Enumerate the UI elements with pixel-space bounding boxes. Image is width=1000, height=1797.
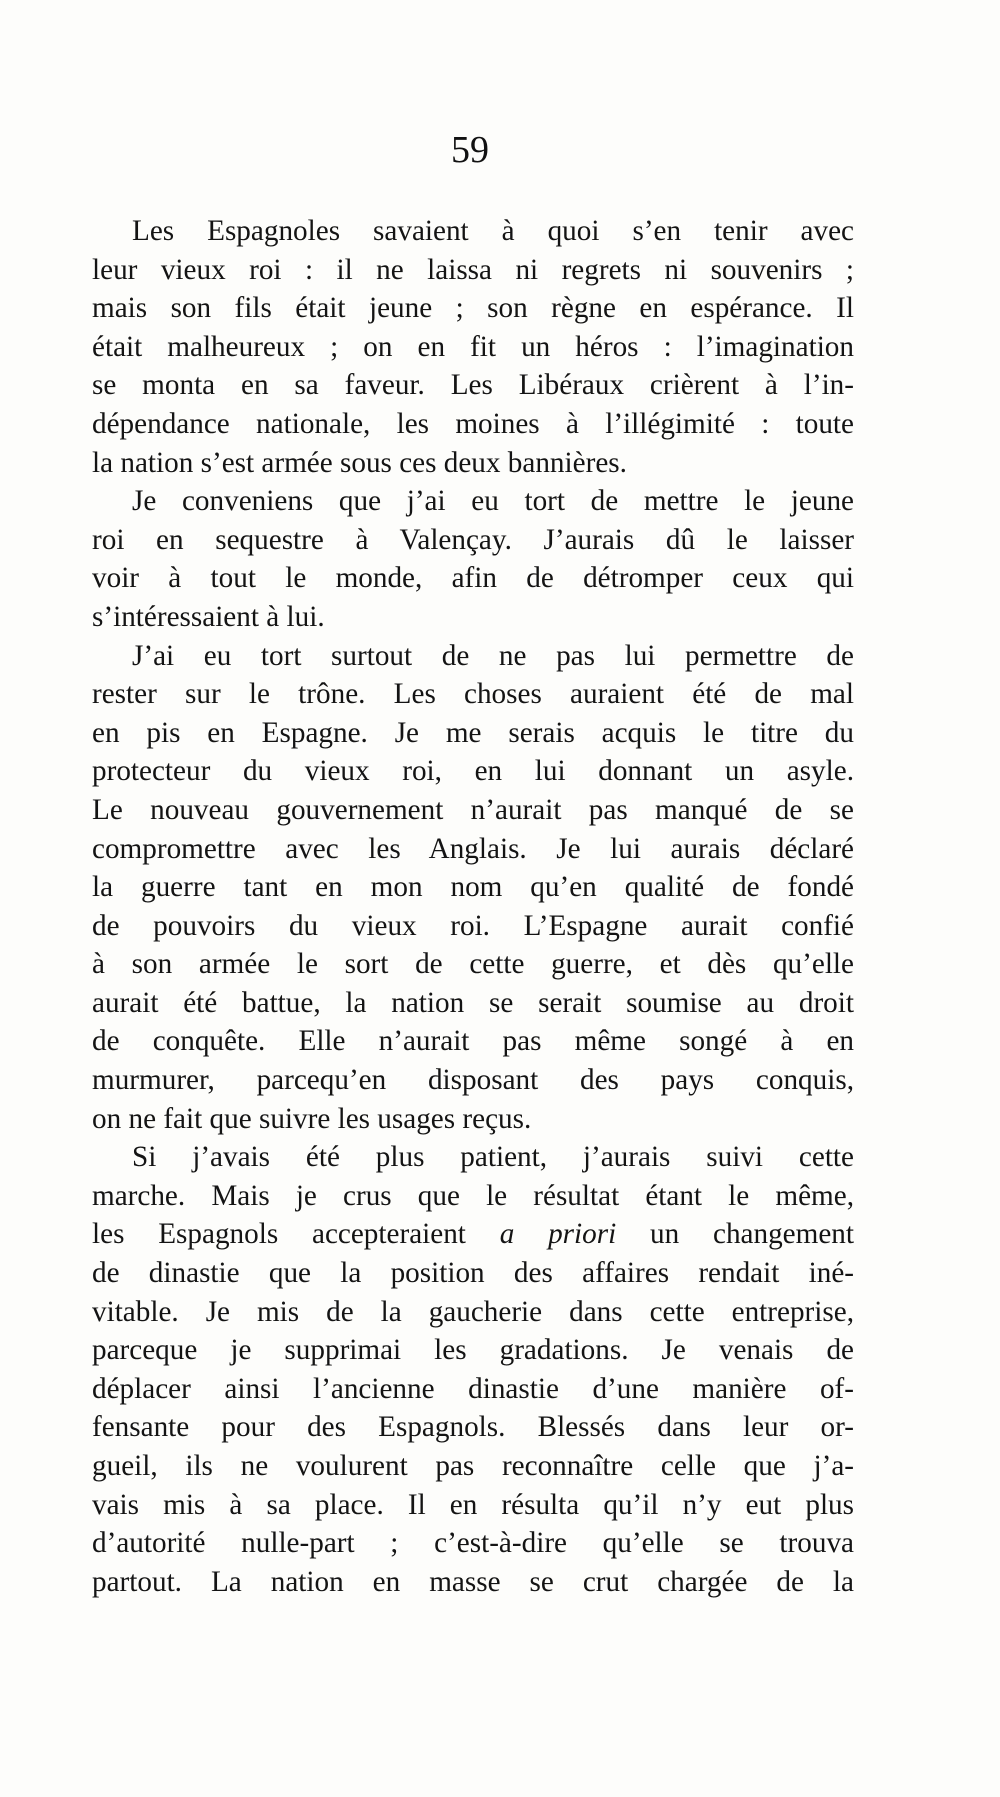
text-line: la nation s’est armée sous ces deux bannières. xyxy=(92,446,627,479)
text-line: aurait été battue, la nation se serait soumise au droit xyxy=(92,986,854,1019)
text-line: de pouvoirs du vieux roi. L’Espagne aurait confié xyxy=(92,909,854,942)
text-line: d’autorité nulle-part ; c’est-à-dire qu’elle se trouva xyxy=(92,1527,854,1560)
text-line: mais son fils était jeune ; son règne en espérance. Il xyxy=(92,292,854,325)
text-line: parceque je supprimai les gradations. Je venais de xyxy=(92,1334,854,1367)
text-line: la guerre tant en mon nom qu’en qualité de fondé xyxy=(92,871,854,904)
text-line: Si j’avais été plus patient, j’aurais suivi cette xyxy=(132,1141,854,1174)
text-line: murmurer, parcequ’en disposant des pays conquis, xyxy=(92,1064,854,1097)
page-number: 59 xyxy=(451,129,489,171)
text-line: déplacer ainsi l’ancienne dinastie d’une manière of- xyxy=(92,1372,854,1405)
text-line: roi en sequestre à Valençay. J’aurais dû le laisser xyxy=(92,523,854,556)
text-line: était malheureux ; on en fit un héros : l’imagination xyxy=(92,330,854,363)
text-line: gueil, ils ne voulurent pas reconnaître celle que j’a- xyxy=(92,1450,854,1482)
text-line: Le nouveau gouvernement n’aurait pas manqué de se xyxy=(92,793,854,826)
body-text xyxy=(92,212,854,1601)
text-line: s’intéressaient à lui. xyxy=(92,600,325,633)
text-line: les Espagnols accepteraient a priori un changement xyxy=(92,1218,854,1251)
text-line: leur vieux roi : il ne laissa ni regrets ni souvenirs ; xyxy=(92,253,854,286)
text-line: voir à tout le monde, afin de détromper ceux qui xyxy=(92,562,854,595)
text-line: vais mis à sa place. Il en résulta qu’il n’y eut plus xyxy=(92,1488,854,1521)
text-line: dépendance nationale, les moines à l’illégimité : toute xyxy=(92,407,854,440)
text-line: rester sur le trône. Les choses auraient été de mal xyxy=(92,678,854,711)
text-line: de dinastie que la position des affaires rendait iné- xyxy=(92,1257,854,1290)
text-line: fensante pour des Espagnols. Blessés dans leur or- xyxy=(92,1411,854,1444)
text-line: Je conveniens que j’ai eu tort de mettre le jeune xyxy=(132,485,854,518)
text-line: se monta en sa faveur. Les Libéraux crièrent à l’in- xyxy=(92,369,854,402)
text-line: Les Espagnoles savaient à quoi s’en tenir avec xyxy=(132,215,854,247)
text-line: marche. Mais je crus que le résultat étant le même, xyxy=(92,1179,854,1212)
text-line: à son armée le sort de cette guerre, et dès qu’elle xyxy=(92,948,854,981)
text-line: partout. La nation en masse se crut chargée de la xyxy=(92,1565,854,1598)
text-line: vitable. Je mis de la gaucherie dans cette entreprise, xyxy=(92,1295,854,1328)
text-line: en pis en Espagne. Je me serais acquis le titre du xyxy=(92,716,854,749)
text-line: protecteur du vieux roi, en lui donnant un asyle. xyxy=(92,755,854,788)
text-line: J’ai eu tort surtout de ne pas lui permettre de xyxy=(132,639,854,672)
text-line: compromettre avec les Anglais. Je lui aurais déclaré xyxy=(92,832,854,865)
text-line: on ne fait que suivre les usages reçus. xyxy=(92,1102,532,1135)
text-line: de conquête. Elle n’aurait pas même songé à en xyxy=(92,1025,854,1058)
